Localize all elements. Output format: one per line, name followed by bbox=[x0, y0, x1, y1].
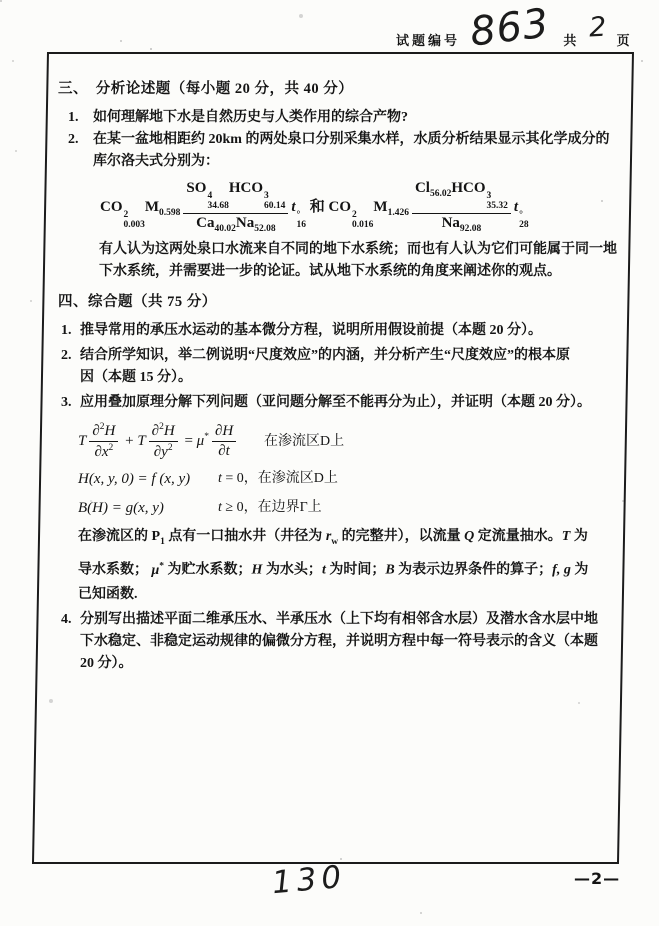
item-text-line: 分别写出描述平面二维承压水、半承压水（上下均有相邻含水层）及潜水含水层中地 bbox=[80, 611, 598, 627]
item-text-line: 下水稳定、非稳定运动规律的偏微分方程，并说明方程中每一符号表示的含义（本题 bbox=[80, 633, 598, 649]
item-text bbox=[80, 320, 624, 342]
equation-domain-label: t = 0，在渗流区D上 bbox=[218, 471, 338, 487]
section-3-discussion bbox=[99, 239, 624, 283]
item-text-line-2: 库尔洛夫式分别为： bbox=[93, 154, 219, 169]
symbols-explanation bbox=[78, 526, 624, 605]
initial-condition-equation: H(x, y, 0) = f (x, y) bbox=[78, 471, 191, 488]
item-text-line: 推导常用的承压水运动的基本微分方程，说明所用假设前提（本题 20 分）。 bbox=[80, 322, 542, 338]
section-3-item-2 bbox=[68, 129, 624, 173]
item-text-line: 应用叠加原理分解下列问题（亚问题分解至不能再分为止），并证明（本题 20 分）。 bbox=[80, 394, 591, 410]
exam-content bbox=[47, 52, 634, 864]
section-4 bbox=[58, 291, 624, 675]
item-number: 2. bbox=[61, 347, 72, 363]
item-text-line: 20 分）。 bbox=[80, 655, 133, 671]
equation-domain-label: 在渗流区D上 bbox=[264, 433, 345, 449]
section-4-heading: 四、综合题（共 75 分） bbox=[58, 293, 217, 310]
item-text bbox=[80, 392, 624, 414]
total-pages-handwritten: 2 bbox=[588, 11, 608, 44]
page-header bbox=[396, 0, 633, 56]
explanation-line-2: 导水系数； μ* 为贮水系数；H 为水头；t 为时间；B 为表示边界条件的算子；f, g 为 bbox=[78, 561, 589, 578]
exam-number-handwritten: 863 bbox=[467, 0, 552, 56]
item-number: 3. bbox=[61, 394, 72, 410]
item-text bbox=[80, 345, 624, 389]
item-text bbox=[93, 129, 624, 173]
item-text-line: 结合所学知识，举二例说明“尺度效应”的内涵，并分析产生“尺度效应”的根本原 bbox=[80, 347, 570, 363]
item-text bbox=[80, 609, 624, 675]
item-text: 如何理解地下水是自然历史与人类作用的综合产物? bbox=[93, 110, 408, 125]
section-4-item-1 bbox=[61, 320, 624, 342]
item-text-line: 因（本题 15 分）。 bbox=[80, 369, 192, 385]
section-4-item-3 bbox=[61, 392, 624, 414]
section-3-item-1 bbox=[68, 107, 624, 129]
scan-noise-speckles bbox=[0, 0, 2, 2]
exam-number-label: 试题编号 bbox=[396, 33, 461, 48]
item-text-line-1: 在某一盆地相距约 20km 的两处泉口分别采集水样，水质分析结果显示其化学成分的 bbox=[93, 132, 610, 147]
page-unit-label: 页 bbox=[616, 33, 633, 48]
kurlov-formula: CO 2 0.003 $M_{0.598}$ SO 4 34.68 HCO 3 60.14 $Ca_{40.02}Na_{52.08}$ t ° 16 和 CO 2 0.016 $M_{1.426}$ $Cl_{56.02}HCO$ 3 35.32 $Na_{92.08}$ t ° 28 bbox=[100, 180, 529, 234]
discussion-line-2: 下水系统，并需要进一步的论证。试从地下水系统的角度来阐述你的观点。 bbox=[99, 263, 561, 279]
item-number: 1. bbox=[68, 110, 79, 125]
explanation-line-3: 已知函数. bbox=[78, 586, 138, 602]
equation-row-3 bbox=[78, 497, 624, 519]
section-3 bbox=[58, 78, 624, 283]
pde-equation-system bbox=[78, 422, 624, 520]
explanation-line-1: 在渗流区的 $P_1$ 点有一口抽水井（井径为 $r_w$ 的完整井），以流量 Q 定流量抽水。T 为 bbox=[78, 529, 588, 548]
page-number: —2— bbox=[574, 869, 621, 888]
item-number: 4. bbox=[61, 611, 72, 627]
total-pages-prefix: 共 bbox=[563, 33, 580, 48]
section-3-heading: 三、 分析论述题（每小题 20 分，共 40 分） bbox=[58, 81, 354, 97]
item-number: 2. bbox=[68, 132, 79, 147]
equation-row-1 bbox=[78, 422, 624, 462]
boundary-condition-equation: B(H) = g(x, y) bbox=[78, 500, 164, 517]
handwritten-page-mark: 130 bbox=[270, 858, 348, 902]
discussion-line-1: 有人认为这两处泉口水流来自不同的地下水系统；而也有人认为它们可能属于同一地 bbox=[99, 241, 617, 257]
equation-domain-label: t ≥ 0，在边界Γ上 bbox=[218, 500, 322, 516]
section-4-item-4 bbox=[61, 609, 624, 675]
pde-equation: T $\frac{\partial^2H}{\partial x^2}$ + T $\frac{\partial^2H}{\partial y^2}$ = μ* $\frac{\partial H}{\partial t}$ bbox=[78, 422, 264, 462]
equation-row-2 bbox=[78, 468, 624, 490]
item-number: 1. bbox=[61, 322, 72, 338]
section-4-item-2 bbox=[61, 345, 624, 389]
